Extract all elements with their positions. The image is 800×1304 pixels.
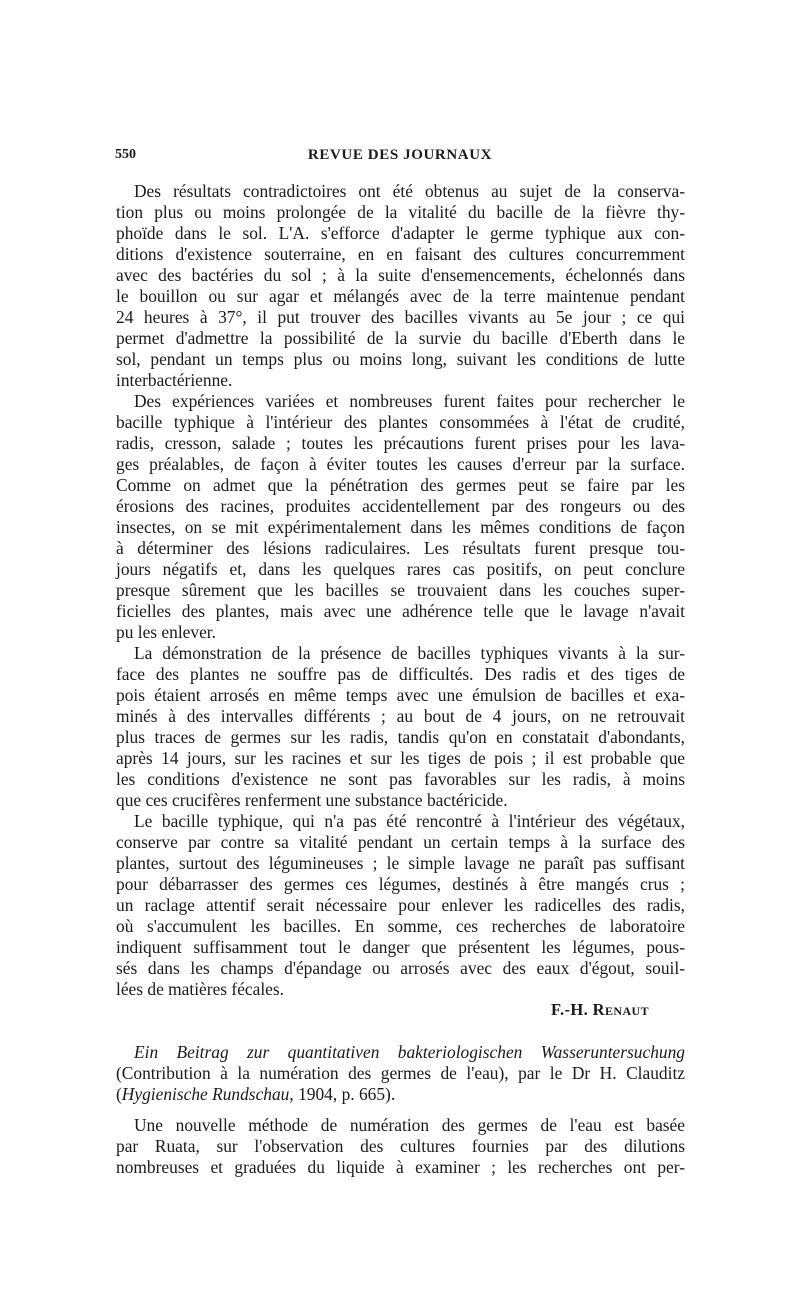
- text-line: sol, pendant un temps plus ou moins long, suivant les conditions de lutte: [116, 349, 685, 369]
- text-line: La démonstration de la présence de bacilles typhiques vivants à la sur-: [134, 643, 685, 663]
- text-line: ficielles des plantes, mais avec une adhérence telle que le lavage n'avait: [116, 601, 685, 621]
- page-header: [0, 147, 800, 173]
- text-line: pois étaient arrosés en même temps avec une émulsion de bacilles et exa-: [116, 685, 685, 705]
- text-line: sés dans les champs d'épandage ou arrosés avec des eaux d'égout, souil-: [116, 958, 685, 978]
- text-line: lées de matières fécales.: [116, 979, 285, 999]
- text-line: bacille typhique à l'intérieur des plantes consommées à l'état de crudité,: [116, 412, 685, 432]
- article-citation: (Hygienische Rundschau, 1904, p. 665).: [116, 1084, 396, 1104]
- text-line: érosions des racines, produites accidentellement par des rongeurs ou des: [116, 496, 685, 516]
- text-line: les conditions d'existence ne sont pas favorables sur les radis, à moins: [116, 769, 685, 789]
- text-line: avec des bactéries du sol ; à la suite d'ensemencements, échelonnés dans: [116, 265, 685, 285]
- text-line: Des résultats contradictoires ont été obtenus au sujet de la conserva-: [134, 181, 685, 201]
- text-line: indiquent suffisamment tout le danger que présentent les légumes, pous-: [116, 937, 685, 957]
- text-line: pu les enlever.: [116, 622, 216, 642]
- text-line: interbactérienne.: [116, 370, 233, 390]
- journal-name: Hygienische Rundschau: [121, 1084, 290, 1104]
- citation-details: , 1904, p. 665).: [289, 1084, 396, 1104]
- text-line: plus traces de germes sur les radis, tandis qu'on en constatait d'abondants,: [116, 727, 685, 747]
- text-line: face des plantes ne souffre pas de difficultés. Des radis et des tiges de: [116, 664, 685, 684]
- text-line: permet d'admettre la possibilité de la survie du bacille d'Eberth dans le: [116, 328, 685, 348]
- author-signature: F.-H. Renaut: [551, 1000, 649, 1019]
- text-line: plantes, surtout des légumineuses ; le simple lavage ne paraît pas suffisant: [116, 853, 685, 873]
- text-line: Le bacille typhique, qui n'a pas été rencontré à l'intérieur des végétaux,: [134, 811, 685, 831]
- text-line: radis, cresson, salade ; toutes les précautions furent prises pour les lava-: [116, 433, 685, 453]
- text-line: presque sûrement que les bacilles se trouvaient dans les couches super-: [116, 580, 685, 600]
- article-title-translation: (Contribution à la numération des germes de l'eau), par le Dr H. Clauditz: [116, 1063, 685, 1083]
- text-line: jours négatifs et, dans les quelques rares cas positifs, on peut conclure: [116, 559, 685, 579]
- text-line: ges préalables, de façon à éviter toutes les causes d'erreur par la surface.: [116, 454, 685, 474]
- text-line: le bouillon ou sur agar et mélangés avec de la terre maintenue pendant: [116, 286, 685, 306]
- article-title: Ein Beitrag zur quantitativen bakteriologischen Wasseruntersuchung: [134, 1042, 685, 1062]
- text-line: à déterminer des lésions radiculaires. Les résultats furent presque tou-: [116, 538, 685, 558]
- text-line: Comme on admet que la pénétration des germes peut se faire par les: [116, 475, 685, 495]
- running-head: REVUE DES JOURNAUX: [307, 147, 493, 163]
- text-line: nombreuses et graduées du liquide à examiner ; les recherches ont per-: [116, 1157, 685, 1177]
- text-line: ditions d'existence souterraine, en en faisant des cultures concurremment: [116, 244, 685, 264]
- text-line: que ces crucifères renferment une substance bactéricide.: [116, 790, 508, 810]
- text-line: tion plus ou moins prolongée de la vitalité du bacille de la fièvre thy-: [116, 202, 685, 222]
- text-line: conserve par contre sa vitalité pendant un certain temps à la surface des: [116, 832, 685, 852]
- page-number: 550: [115, 147, 136, 162]
- text-line: par Ruata, sur l'observation des cultures fournies par des dilutions: [116, 1136, 685, 1156]
- text-line: Des expériences variées et nombreuses furent faites pour rechercher le: [134, 391, 685, 411]
- text-line: où s'accumulent les bacilles. En somme, ces recherches de laboratoire: [116, 916, 685, 936]
- text-line: insectes, on se mit expérimentalement dans les mêmes conditions de façon: [116, 517, 685, 537]
- text-line: pour débarrasser des germes ces légumes, destinés à être mangés crus ;: [116, 874, 685, 894]
- text-line: 24 heures à 37°, il put trouver des bacilles vivants au 5e jour ; ce qui: [116, 307, 685, 327]
- text-line: après 14 jours, sur les racines et sur les tiges de pois ; il est probable que: [116, 748, 685, 768]
- text-line: phoïde dans le sol. L'A. s'efforce d'adapter le germe typhique aux con-: [116, 223, 685, 243]
- text-line: un raclage attentif serait nécessaire pour enlever les radicelles des radis,: [116, 895, 685, 915]
- text-line: minés à des intervalles différents ; au bout de 4 jours, on ne retrouvait: [116, 706, 685, 726]
- text-line: Une nouvelle méthode de numération des germes de l'eau est basée: [134, 1115, 685, 1135]
